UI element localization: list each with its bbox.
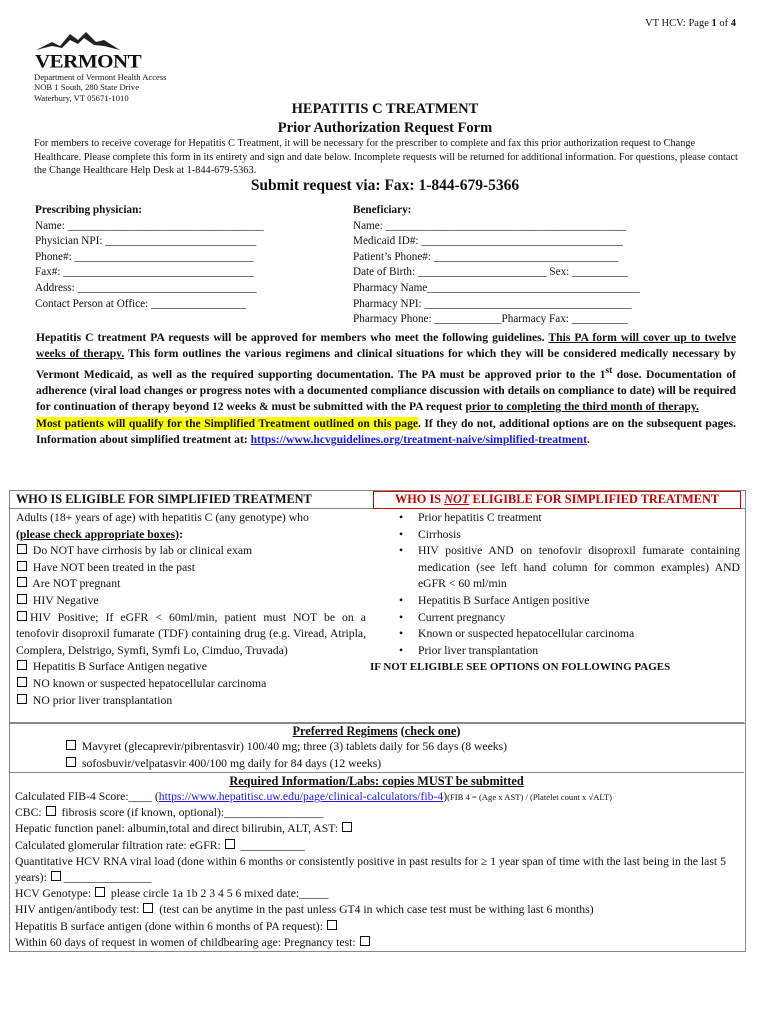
eligible-item-text: Are NOT pregnant [30, 577, 121, 591]
ordinal-suffix: st [605, 364, 613, 376]
not-eligible-heading [373, 491, 741, 509]
beneficiary-section [353, 203, 640, 328]
section-border-bottom [9, 951, 746, 952]
pregnancy-label: Within 60 days of request in women of childbearing age: Pregnancy test: [15, 935, 359, 949]
pharmacy-npi-field[interactable]: Pharmacy NPI: _____________________________________ [353, 297, 632, 310]
form-title: HEPATITIS C TREATMENT [291, 101, 479, 117]
regimen-option-sofosbuvir[interactable] [9, 756, 744, 773]
dob-sex-field[interactable]: Date of Birth: _______________________ Sex: __________ [353, 266, 629, 279]
egfr-blank[interactable]: ___________ [237, 838, 305, 852]
genotype-options[interactable]: please circle 1a 1b 2 3 4 5 6 mixed date:_____ [108, 887, 329, 901]
pharmacy-name-field[interactable]: Pharmacy Name______________________________________ [353, 281, 640, 294]
prescriber-heading: Prescribing physician: [35, 204, 143, 216]
checkbox[interactable] [17, 611, 27, 621]
hepatic-panel-label: Hepatic function panel: albumin,total and direct bilirubin, ALT, AST: [15, 822, 341, 836]
page-number [645, 18, 736, 29]
bullet-icon: • [399, 643, 404, 657]
not-eligible-heading-not: NOT [444, 492, 470, 506]
not-eligible-heading-text: WHO IS [394, 492, 445, 506]
regimen-option-mavyret[interactable] [9, 739, 744, 756]
not-eligible-item [372, 593, 740, 610]
not-eligible-item [372, 510, 740, 527]
bullet-icon: • [399, 610, 404, 624]
fib4-label: Calculated FIB-4 Score:____ ( [15, 790, 159, 803]
guidelines-text: . [586, 433, 590, 447]
prescriber-phone-field[interactable]: Phone#: ________________________________ [35, 250, 254, 263]
eligible-column [16, 510, 366, 709]
hcv-rna-label: Quantitative HCV RNA viral load (done within 6 months or consistently positive in past results for ≥ 1 year span of time with the last being in the last 5 years): [15, 854, 726, 885]
check-boxes-note [16, 527, 366, 544]
guidelines-text: Hepatitis C treatment PA requests will be approved for members who meet the following guidelines. [36, 331, 549, 344]
eligible-item [16, 676, 366, 693]
eligible-item [16, 693, 366, 710]
egfr-label: Calculated glomerular filtration rate: eGFR: [15, 838, 224, 852]
eligible-item [16, 560, 366, 577]
eligible-item [16, 610, 366, 660]
checkbox[interactable] [327, 920, 337, 930]
checkbox[interactable] [17, 594, 27, 604]
eligible-heading: WHO IS ELIGIBLE FOR SIMPLIFIED TREATMENT [16, 492, 312, 506]
guidelines-text: dose. Documentation of adherence (viral load changes or progress notes with a documented compliance discussion with details on compliance to date) will be required for continuation of therapy beyond 12 weeks & must be submitted with the PA request [36, 367, 736, 414]
egfr-line [15, 838, 740, 854]
required-info-title: Required Information/Labs: copies MUST be submitted [229, 774, 524, 788]
hepatic-panel-line [15, 821, 740, 837]
guidelines-text: . If they do not, additional options are on the subsequent pages. Information about simplified treatment at: [36, 416, 737, 447]
preferred-regimens-section [9, 722, 744, 772]
medicaid-id-field[interactable]: Medicaid ID#: ____________________________________ [353, 235, 623, 248]
eligible-item-text: HIV Negative [30, 593, 99, 607]
eligible-intro: Adults (18+ years of age) with hepatitis C (any genotype) who [16, 511, 309, 524]
pharmacy-phone-fax-field[interactable]: Pharmacy Phone: ____________Pharmacy Fax: __________ [353, 313, 628, 326]
hiv-test-note: (test can be anytime in the past unless GT4 in which case test must be withing last 6 months) [156, 903, 594, 917]
eligibility-header [10, 491, 745, 509]
checkbox[interactable] [360, 936, 370, 946]
required-info-section [9, 772, 744, 951]
contact-person-field[interactable]: Contact Person at Office: _________________ [35, 297, 247, 310]
fib4-close: ) [443, 790, 448, 803]
checkbox[interactable] [17, 660, 27, 670]
vermont-logo-text: VERMONT [35, 50, 142, 72]
page-current: 1 [711, 18, 717, 29]
not-eligible-item [372, 643, 740, 660]
check-one-note: check one [404, 724, 457, 738]
required-info-body [9, 789, 744, 951]
fib4-formula: (FIB 4 = (Age x AST) / (Platelet count x √ALT) [447, 792, 612, 802]
checkbox[interactable] [17, 694, 27, 704]
address-line: NOB 1 South, 280 State Drive [34, 82, 140, 93]
checkbox[interactable] [17, 561, 27, 571]
intro-paragraph: For members to receive coverage for Hepatitis C Treatment, it will be necessary for the prescriber to complete and fax this prior authorization request to Change Healthcare. Please complete this form in its entirety and sign and date below. Incomplete requests will be returned for additional information. For questions, please contact the Change Healthcare Help Desk at 1-844-679-5363. [34, 138, 738, 177]
check-boxes-colon: : [179, 527, 183, 541]
checkbox[interactable] [66, 740, 76, 750]
checkbox[interactable] [17, 577, 27, 587]
physician-npi-field[interactable]: Physician NPI: ___________________________ [35, 235, 257, 248]
checkbox[interactable] [51, 871, 61, 881]
check-boxes-note-text: (please check appropriate boxes) [16, 527, 180, 541]
bullet-icon: • [399, 527, 404, 541]
checkbox[interactable] [17, 544, 27, 554]
beneficiary-name-field[interactable]: Name: ___________________________________________ [353, 219, 627, 232]
not-eligible-item-text: Prior liver transplantation [418, 643, 539, 657]
checkbox[interactable] [46, 806, 56, 816]
checkbox[interactable] [225, 839, 235, 849]
eligible-item-text: Do NOT have cirrhosis by lab or clinical exam [30, 544, 253, 558]
checkbox[interactable] [17, 677, 27, 687]
genotype-label: HCV Genotype: [15, 887, 94, 901]
fib4-calculator-link[interactable]: https://www.hepatitisc.uw.edu/page/clinical-calculators/fib-4 [158, 790, 444, 803]
patient-phone-field[interactable]: Patient’s Phone#: _________________________________ [353, 250, 619, 263]
beneficiary-heading: Beneficiary: [353, 204, 412, 216]
guidelines-coverage-note: This PA form will cover up to twelve weeks of therapy. [36, 331, 736, 361]
checkbox[interactable] [66, 757, 76, 767]
hepb-label: Hepatitis B surface antigen (done within 6 months of PA request): [15, 919, 326, 933]
section-border-right [745, 722, 746, 951]
prescriber-section [35, 203, 263, 312]
guidelines-deadline: prior to completing the third month of therapy. [465, 400, 699, 414]
simplified-treatment-link[interactable]: https://www.hcvguidelines.org/treatment-naive/simplified-treatment [250, 433, 587, 447]
simplified-treatment-highlight: Most patients will qualify for the Simplified Treatment outlined on this page [36, 416, 419, 430]
not-eligible-item-text: Hepatitis B Surface Antigen positive [418, 593, 590, 607]
not-eligible-heading-text: ELIGIBLE FOR SIMPLIFIED TREATMENT [469, 492, 720, 506]
not-eligible-footer: IF NOT ELIGIBLE SEE OPTIONS ON FOLLOWING PAGES [370, 661, 671, 674]
eligible-item [16, 576, 366, 593]
hcv-rna-blank[interactable]: _______________ [63, 871, 152, 885]
page-of: of [719, 18, 729, 29]
bullet-icon: • [399, 544, 404, 558]
section-border-left [9, 722, 10, 951]
bullet-icon: • [399, 511, 404, 524]
fibrosis-score-label: fibrosis score (if known, optional):_________________ [58, 806, 324, 820]
address-line: Waterbury, VT 05671-1010 [34, 92, 129, 103]
not-eligible-list [372, 510, 740, 659]
eligible-item-text: Have NOT been treated in the past [30, 560, 195, 574]
hiv-test-label: HIV antigen/antibody test: [15, 903, 143, 917]
preferred-regimens-heading: Preferred Regimens [292, 724, 398, 738]
not-eligible-item-text: Current pregnancy [418, 610, 506, 624]
not-eligible-item [372, 527, 740, 544]
address-line: Department of Vermont Health Access [34, 72, 167, 82]
eligible-item-text: NO known or suspected hepatocellular carcinoma [30, 676, 267, 690]
hiv-test-line [15, 902, 740, 918]
eligible-item-text: Hepatitis B Surface Antigen negative [30, 660, 207, 674]
bullet-icon: • [399, 627, 404, 641]
page-total: 4 [730, 18, 736, 29]
checkbox[interactable] [143, 903, 153, 913]
not-eligible-item-text: HIV positive AND on tenofovir disoproxil fumarate containing medication (see left hand column for common examples) AND eGFR < 60 ml/min [418, 544, 740, 591]
cbc-line [15, 805, 740, 821]
guidelines-paragraph [36, 330, 736, 449]
agency-address [34, 72, 167, 103]
hcv-rna-line [15, 854, 740, 886]
not-eligible-item [372, 543, 740, 593]
cbc-label: CBC: [15, 806, 45, 820]
eligible-item [16, 659, 366, 676]
bullet-icon: • [399, 593, 404, 607]
not-eligible-item [372, 610, 740, 627]
checkbox[interactable] [95, 887, 105, 897]
eligible-item-text: HIV Positive; If eGFR < 60ml/min, patient must NOT be on a tenofovir disoproxil fumarate (TDF) containing drug (e.g. Viread, Atripla, Complera, Delstrigo, Symfi, Symfi Lo, Cimduo, Truvada) [16, 610, 366, 657]
page-label: VT HCV: Page [645, 18, 709, 29]
not-eligible-column [372, 510, 740, 676]
prescriber-fax-field[interactable]: Fax#: __________________________________ [35, 266, 254, 279]
fax-instruction: Submit request via: Fax: 1-844-679-5366 [250, 177, 520, 194]
checkbox[interactable] [342, 822, 352, 832]
not-eligible-item [372, 626, 740, 643]
preferred-regimens-title: Preferred Regimens (check one) [292, 724, 461, 738]
regimen-option-text: Mavyret (glecaprevir/pibrentasvir) 100/40 mg; three (3) tablets daily for 56 days (8 weeks) [79, 740, 508, 753]
guidelines-text: This form outlines the various regimens and clinical situations for which they will be considered medically necessary by Vermont Medicaid, as well as the required supporting documentation. The PA must be approved prior to the 1 [36, 347, 736, 381]
regimen-option-text: sofosbuvir/velpatasvir 400/100 mg daily for 84 days (12 weeks) [79, 756, 382, 770]
eligibility-box [9, 490, 746, 724]
form-subtitle: Prior Authorization Request Form [277, 120, 493, 136]
hepb-line [15, 919, 740, 935]
genotype-line [15, 886, 740, 902]
prescriber-address-field[interactable]: Address: ________________________________ [35, 281, 257, 294]
not-eligible-item-text: Known or suspected hepatocellular carcinoma [418, 627, 635, 641]
pregnancy-line [15, 935, 740, 951]
prescriber-name-field[interactable]: Name: ___________________________________ [35, 219, 264, 232]
eligible-item-text: NO prior liver transplantation [30, 693, 173, 707]
not-eligible-item-text: Cirrhosis [418, 527, 461, 541]
not-eligible-item-text: Prior hepatitis C treatment [418, 511, 542, 524]
fib4-line [15, 789, 740, 805]
eligible-item [16, 593, 366, 610]
eligible-item [16, 543, 366, 560]
